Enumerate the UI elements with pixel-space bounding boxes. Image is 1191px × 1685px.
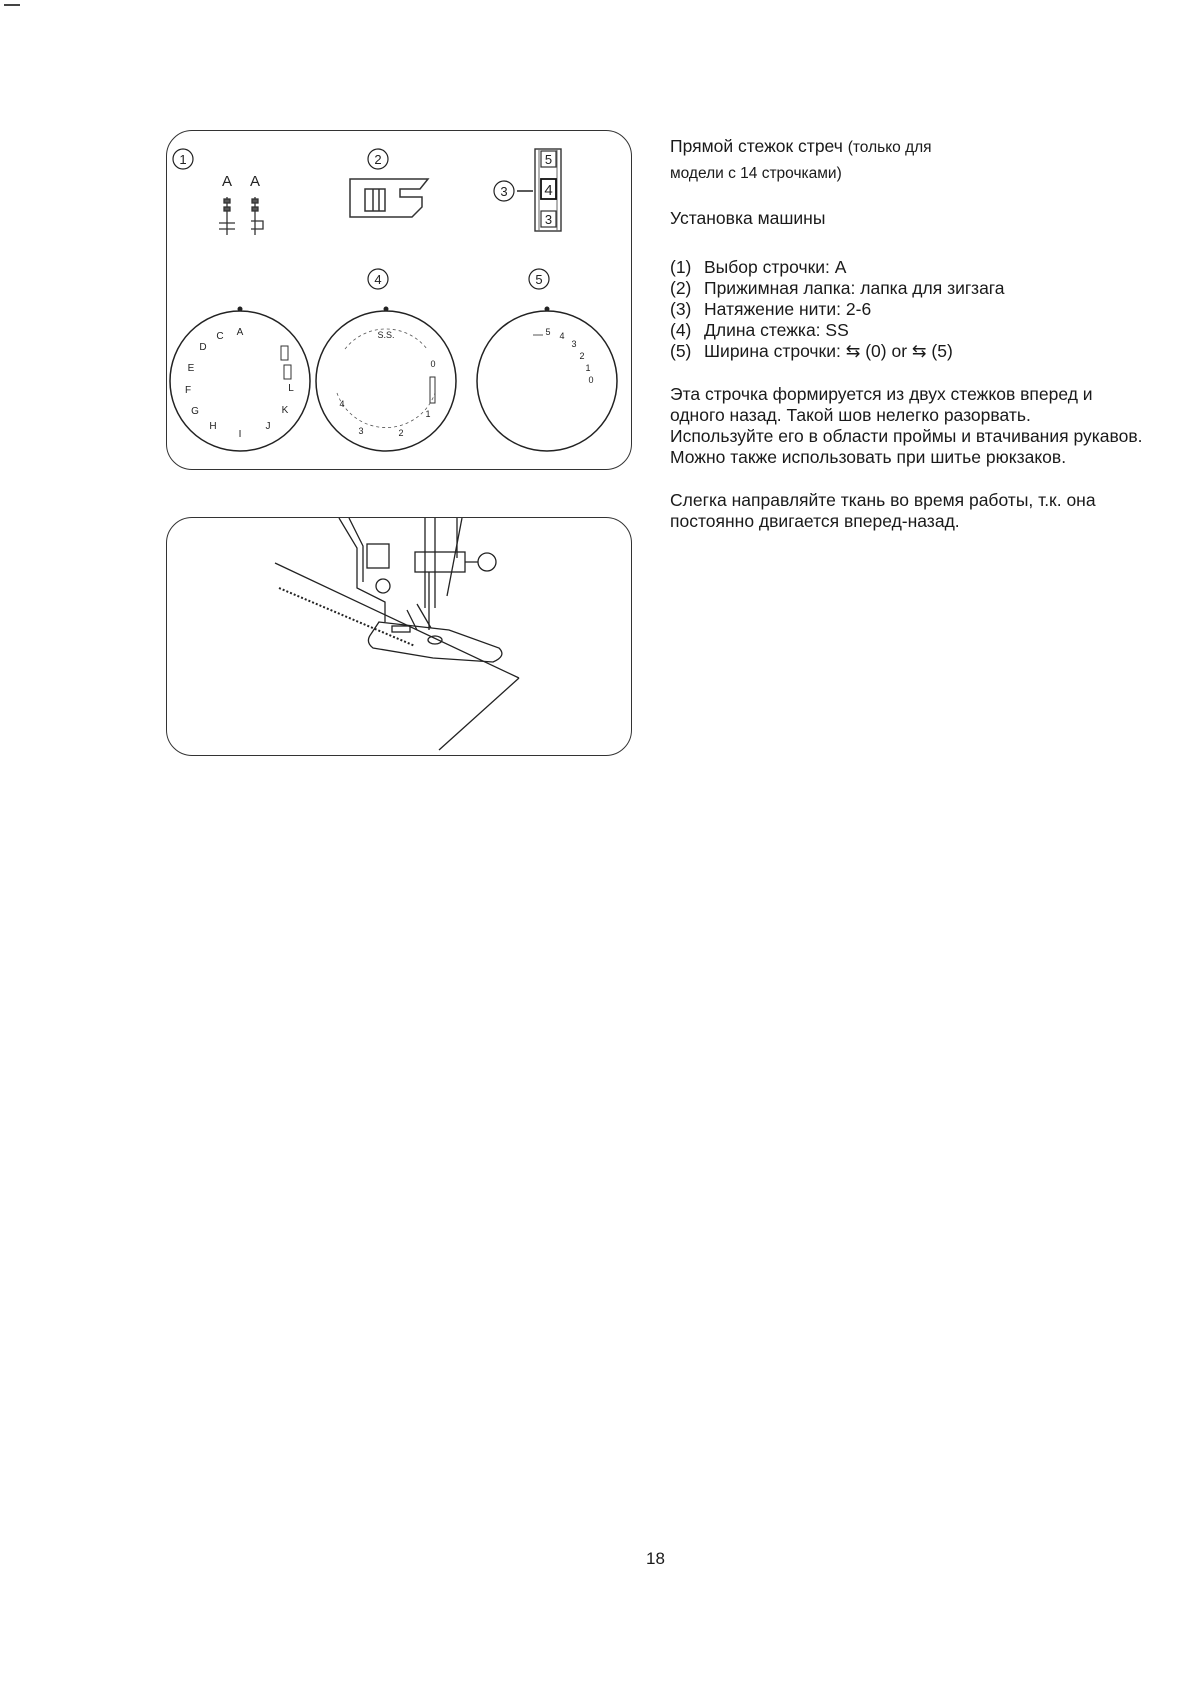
dial1-letter-h: H xyxy=(209,421,217,432)
dial1-letter-c: C xyxy=(216,331,224,342)
setting-text: Выбор строчки: А xyxy=(704,257,847,277)
description-paragraphs xyxy=(670,384,1150,468)
setting-text: Натяжение нити: 2-6 xyxy=(704,299,872,319)
presser-foot-sewing-drawing xyxy=(167,518,632,756)
settings-illustration xyxy=(167,131,633,471)
setting-item xyxy=(670,257,1150,278)
callout-3: 3 xyxy=(500,184,508,199)
tension-number-3: 3 xyxy=(544,212,553,227)
tension-number-5: 5 xyxy=(544,152,553,167)
thread-tension-dial xyxy=(535,149,561,231)
dial1-letter-d: D xyxy=(199,342,207,353)
dial3-number-0: 0 xyxy=(588,375,594,385)
dial1-letter-a: A xyxy=(236,327,244,338)
title-note: (только для xyxy=(847,139,932,156)
tip-paragraph xyxy=(670,490,1150,532)
title-main: Прямой стежок стреч xyxy=(670,136,843,156)
settings-list xyxy=(670,257,1150,362)
callout-4: 4 xyxy=(374,272,382,287)
setting-number: (2) xyxy=(670,278,692,298)
setting-number: (5) xyxy=(670,341,692,361)
setting-item xyxy=(670,299,1150,320)
instructions-text xyxy=(670,136,1150,532)
page-number: 18 xyxy=(646,1549,665,1568)
dial2-number-4: 4 xyxy=(339,399,345,409)
dial3-number-5: 5 xyxy=(545,327,551,337)
machine-settings-diagram xyxy=(166,130,632,470)
dial1-letter-k: K xyxy=(281,405,289,416)
callout-2: 2 xyxy=(374,152,382,167)
pattern-letter-a-2: A xyxy=(249,173,261,190)
dial3-number-2: 2 xyxy=(579,351,585,361)
stitch-pattern-icon xyxy=(219,197,263,235)
dial2-number-1: 1 xyxy=(425,409,431,419)
pattern-selector-dial xyxy=(170,307,310,452)
dial2-ss-label: S.S. xyxy=(377,330,395,340)
dial1-letter-i: I xyxy=(238,429,242,440)
dial3-number-3: 3 xyxy=(571,339,577,349)
pattern-letter-a-1: A xyxy=(221,173,233,190)
dial1-letter-l: L xyxy=(288,383,294,394)
callout-5: 5 xyxy=(535,272,543,287)
dial3-number-4: 4 xyxy=(559,331,565,341)
setting-text: Ширина строчки: ⇆ (0) or ⇆ (5) xyxy=(704,341,953,361)
dial1-letter-e: E xyxy=(187,363,195,374)
setting-text: Прижимная лапка: лапка для зигзага xyxy=(704,278,1005,298)
description-paragraph: Используйте его в области проймы и втачивания рукавов. xyxy=(670,426,1143,446)
dial2-number-3: 3 xyxy=(358,426,364,436)
dial3-number-1: 1 xyxy=(585,363,591,373)
scan-corner-mark xyxy=(4,4,20,6)
tension-number-4: 4 xyxy=(544,182,553,199)
dial2-number-0: 0 xyxy=(430,359,436,369)
setting-number: (4) xyxy=(670,320,692,340)
title-note-line2: модели с 14 строчками) xyxy=(670,165,842,182)
stitch-width-dial xyxy=(477,307,617,452)
setting-number: (3) xyxy=(670,299,692,319)
section-title xyxy=(670,136,1150,158)
setting-item xyxy=(670,341,1150,362)
sewing-illustration xyxy=(166,517,632,756)
dial1-letter-g: G xyxy=(191,406,199,417)
setting-item xyxy=(670,278,1150,299)
setting-number: (1) xyxy=(670,257,692,277)
dial1-letter-f: F xyxy=(184,385,192,396)
tip-text: Слегка направляйте ткань во время работы, т.к. она постоянно двигается вперед-назад. xyxy=(670,490,1096,531)
stitch-length-dial xyxy=(316,307,456,452)
dial1-letter-j: J xyxy=(265,421,271,432)
machine-setup-heading: Установка машины xyxy=(670,208,826,228)
zigzag-presser-foot-icon xyxy=(350,179,428,217)
dial2-number-2: 2 xyxy=(398,428,404,438)
description-paragraph: Эта строчка формируется из двух стежков вперед и одного назад. Такой шов нелегко разорвать. xyxy=(670,384,1093,425)
description-paragraph: Можно также использовать при шитье рюкзаков. xyxy=(670,447,1067,467)
callout-1: 1 xyxy=(179,152,187,167)
setting-item xyxy=(670,320,1150,341)
setting-text: Длина стежка: SS xyxy=(704,320,849,340)
